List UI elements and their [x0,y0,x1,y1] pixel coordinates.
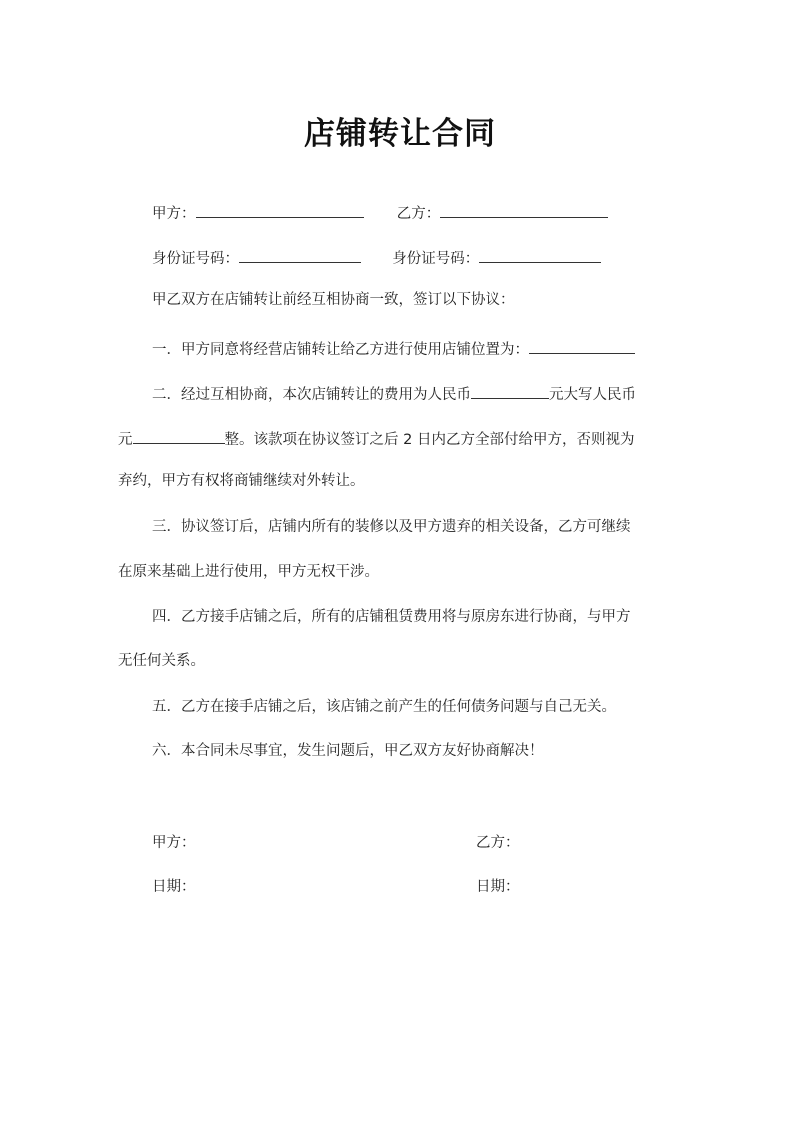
date-a-label: 日期： [152,879,196,895]
amount-words-blank[interactable] [133,427,225,444]
clause-6: 六．本合同未尽事宜，发生问题后，甲乙双方友好协商解决！ [152,743,544,759]
id-b-label: 身份证号码： [392,251,480,267]
clause-2-line-1 [152,382,714,406]
location-blank[interactable] [529,337,635,354]
party-row [152,201,714,225]
party-a-label: 甲方： [152,206,196,222]
clause-2-text-a: 二．经过互相协商，本次店铺转让的费用为人民币 [152,387,471,403]
party-a-blank[interactable] [196,201,364,218]
amount-blank[interactable] [471,382,549,399]
clause-3-line-2: 在原来基础上进行使用，甲方无权干涉。 [118,564,379,580]
clause-2-line-2 [118,427,680,451]
clause-4-line-1: 四．乙方接手店铺之后，所有的店铺租赁费用将与原房东进行协商，与甲方 [152,609,631,625]
clause-2-text-d: 整。该款项在协议签订之后 2 日内乙方全部付给甲方，否则视为 [224,432,635,448]
document-title: 店铺转让合同 [304,116,496,152]
id-a-label: 身份证号码： [152,251,239,267]
clause-1-text: 一．甲方同意将经营店铺转让给乙方进行使用店铺位置为： [152,342,529,358]
signature-a-label: 甲方： [152,835,196,851]
id-b-blank[interactable] [479,246,601,263]
signature-b-label: 乙方： [476,835,520,851]
clause-2-line-3: 弃约，甲方有权将商铺继续对外转让。 [118,473,365,489]
clause-4-line-2: 无任何关系。 [118,653,205,669]
id-a-blank[interactable] [239,246,361,263]
party-b-blank[interactable] [440,201,608,218]
date-b-label: 日期： [476,879,520,895]
id-row [152,246,714,270]
clause-3-line-1: 三．协议签订后，店铺内所有的装修以及甲方遗弃的相关设备，乙方可继续 [152,519,631,535]
clause-5: 五．乙方在接手店铺之后，该店铺之前产生的任何债务问题与自己无关。 [152,699,616,715]
party-b-label: 乙方： [396,206,441,222]
clause-2-text-c: 元 [118,432,133,448]
intro-text: 甲乙双方在店铺转让前经互相协商一致，签订以下协议： [152,292,515,308]
clause-2-text-b: 元大写人民币 [549,387,636,403]
clause-1 [152,337,714,361]
